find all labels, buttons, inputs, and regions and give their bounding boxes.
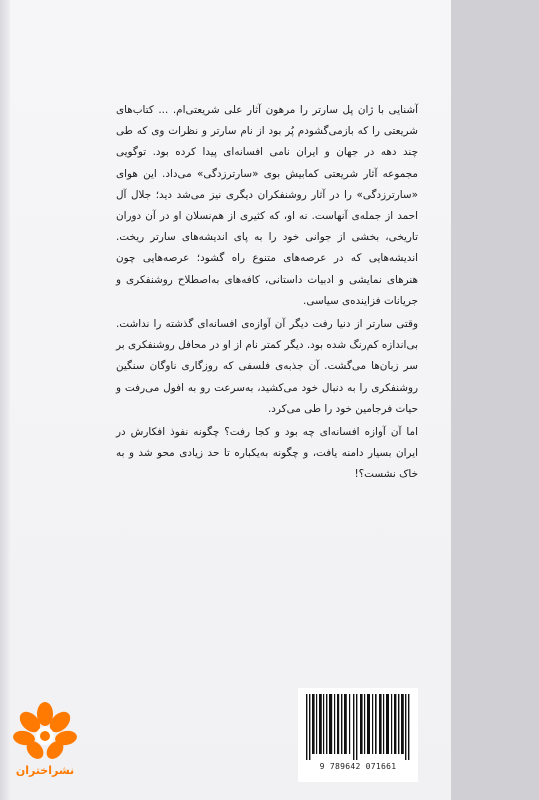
publisher-logo — [10, 698, 80, 788]
blurb-paragraph-3: اما آن آوازه افسانه‌ای چه بود و کجا رفت؟ چگونه نفوذ افکارش در ایران بسیار دامنه یافت، و چگونه به‌یکباره تا حد زیادی محو شد و به خاک نشست؟! — [116, 426, 418, 481]
edge-strip — [451, 0, 539, 800]
isbn-number: 9 789642 071661 — [319, 762, 397, 771]
flower-logo-icon — [10, 698, 80, 764]
barcode-icon — [304, 694, 412, 760]
spine-shadow — [0, 0, 10, 800]
blurb-paragraph-1: آشنایی با ژان پل سارتر را مرهون آثار علی شریعتی‌ام. ... کتاب‌های شریعتی را که بازمی‌گشودم پُر بود از نام سارتر و نظرات وی که طی چند دهه در جهان و ایران نامی افسانه‌ای پیدا کرده بود. توگویی مجموعه آثار شریعتی کمابیش بوی «سارترزدگی» می‌داد. این هوای «سارترزدگی» را در آثار روشنفکران دیگری نیز می‌شد دید؛ جلال آل احمد از جمله‌ی آنهاست. نه او، که کثیری از هم‌نسلان او در آن دوران تاریخی، بخشی از جوانی خود را به پای اندیشه‌های سارتر ریخت. اندیشه‌هایی که در عرصه‌های متنوع راه گشود؛ عرصه‌هایی چون هنرهای نمایشی و ادبیات داستانی، کافه‌های به‌اصطلاح روشنفکری و جریانات فزاینده‌ی سیاسی. — [116, 104, 418, 307]
blurb-paragraph-2: وقتی سارتر از دنیا رفت دیگر آن آوازه‌ی افسانه‌ای گذشته را نداشت. بی‌اندازه کم‌رنگ شده بود. دیگر کمتر نام از او در محافل روشنفکری بر سر زبان‌ها می‌گشت. آن جذبه‌ی فلسفی که روزگاری ناوگان سنگین روشنفکری را به دنبال خود می‌کشید، به‌سرعت رو به افول می‌رفت و حیات فرجامین خود را طی می‌کرد. — [116, 318, 418, 415]
publisher-name: نشراختران — [15, 764, 75, 777]
isbn-barcode — [298, 688, 418, 782]
blurb-text — [116, 100, 418, 488]
